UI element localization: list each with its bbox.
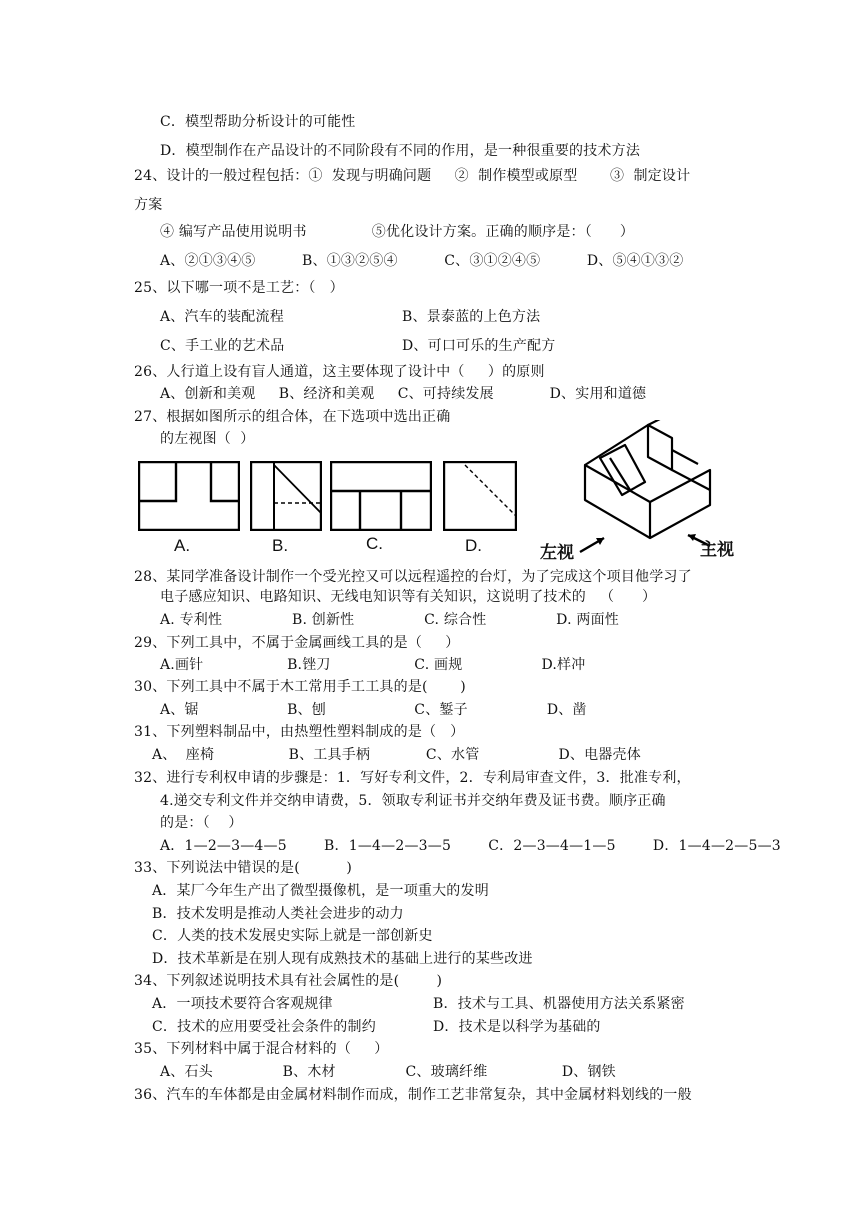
option-33-a: A．某厂今年生产出了微型摄像机，是一项重大的发明: [152, 883, 489, 899]
option-34-d: D．技术是以科学为基础的: [433, 1019, 601, 1035]
option-33-c: C．人类的技术发展史实际上就是一部创新史: [152, 928, 433, 944]
option-33-d: D．技术革新是在别人现有成熟技术的基础上进行的某些改进: [152, 951, 533, 967]
question-24-cont2: ④ 编写产品使用说明书 ⑤优化设计方案。正确的顺序是：（ ）: [160, 224, 635, 240]
options-35: A、石头 B、木材 C、玻璃纤维 D、钢铁: [160, 1064, 616, 1080]
isometric-solid-drawing: [570, 420, 720, 570]
option-25-b: B、景泰蓝的上色方法: [402, 309, 541, 325]
question-26: 26、人行道上设有盲人通道，这主要体现了设计中（ ）的原则: [134, 364, 545, 380]
options-26: A、创新和美观 B、经济和美观 C、可持续发展 D、实用和道德: [160, 386, 647, 402]
question-36: 36、汽车的车体都是由金属材料制作而成，制作工艺非常复杂，其中金属材料划线的一般: [134, 1087, 692, 1103]
option-a-label: A.: [174, 536, 191, 555]
question-27: 27、根据如图所示的组合体，在下选项中选出正确: [134, 409, 451, 425]
options-24: A、②①③④⑤ B、①③②⑤④ C、③①②④⑤ D、⑤④①③②: [160, 253, 684, 269]
question-29: 29、下列工具中，不属于金属画线工具的是（ ）: [134, 635, 460, 651]
question-30: 30、下列工具中不属于木工常用手工工具的是( ): [134, 679, 466, 695]
question-32-cont2: 的是：（ ）: [160, 815, 243, 831]
question-24: 24、设计的一般过程包括：① 发现与明确问题 ② 制作模型或原型 ③ 制定设计: [134, 168, 691, 184]
option-a-drawing: [138, 461, 240, 531]
question-25: 25、以下哪一项不是工艺：（ ）: [134, 280, 344, 296]
left-view-label: 左视: [540, 543, 574, 563]
option-25-d: D、可口可乐的生产配方: [402, 338, 556, 354]
question-32: 32、进行专利权申请的步骤是：1．写好专利文件，2．专利局审查文件，3．批准专利，: [134, 770, 691, 786]
option-c-label: C.: [366, 534, 383, 553]
option-b-label: B.: [272, 536, 289, 555]
option-b-drawing: [250, 461, 322, 531]
options-31: A、 座椅 B、工具手柄 C、水管 D、电器壳体: [152, 747, 641, 763]
main-view-label: 主视: [700, 540, 734, 560]
option-34-a: A．一项技术要符合客观规律: [152, 996, 333, 1012]
options-32: A．1—2—3—4—5 B．1—4—2—3—5 C．2—3—4—1—5 D．1—4—2—5—3: [160, 838, 781, 854]
question-34: 34、下列叙述说明技术具有社会属性的是( ): [134, 973, 443, 989]
option-33-b: B．技术发明是推动人类社会进步的动力: [152, 906, 404, 922]
option-c-drawing: [330, 461, 432, 531]
option-d-label: D.: [465, 536, 482, 555]
question-28-cont: 电子感应知识、电路知识、无线电知识等有关知识，这说明了技术的 （ ）: [160, 589, 657, 605]
question-31: 31、下列塑料制品中，由热塑性塑料制成的是（ ）: [134, 724, 465, 740]
option-d-drawing: [443, 461, 517, 531]
question-27-cont: 的左视图（ ）: [160, 431, 255, 447]
option-34-b: B．技术与工具、机器使用方法关系紧密: [433, 996, 685, 1012]
option-34-c: C．技术的应用要受社会条件的制约: [152, 1019, 376, 1035]
question-28: 28、某同学准备设计制作一个受光控又可以远程遥控的台灯，为了完成这个项目他学习了: [134, 569, 692, 585]
options-29: A.画针 B.锉刀 C. 画规 D.样冲: [160, 657, 586, 673]
question-35: 35、下列材料中属于混合材料的（ ）: [134, 1041, 389, 1057]
option-23-d: D．模型制作在产品设计的不同阶段有不同的作用，是一种很重要的技术方法: [160, 143, 641, 159]
options-28: A. 专利性 B. 创新性 C. 综合性 D. 两面性: [160, 612, 619, 628]
question-33: 33、下列说法中错误的是( ): [134, 860, 353, 876]
option-25-c: C、手工业的艺术品: [160, 338, 285, 354]
question-24-cont: 方案: [134, 197, 163, 213]
option-23-c: C．模型帮助分析设计的可能性: [160, 114, 356, 130]
options-30: A、锯 B、刨 C、錾子 D、凿: [160, 702, 587, 718]
question-32-cont: 4.递交专利文件并交纳申请费，5．领取专利证书并交纳年费及证书费。顺序正确: [160, 793, 666, 809]
option-25-a: A、汽车的装配流程: [160, 309, 284, 325]
